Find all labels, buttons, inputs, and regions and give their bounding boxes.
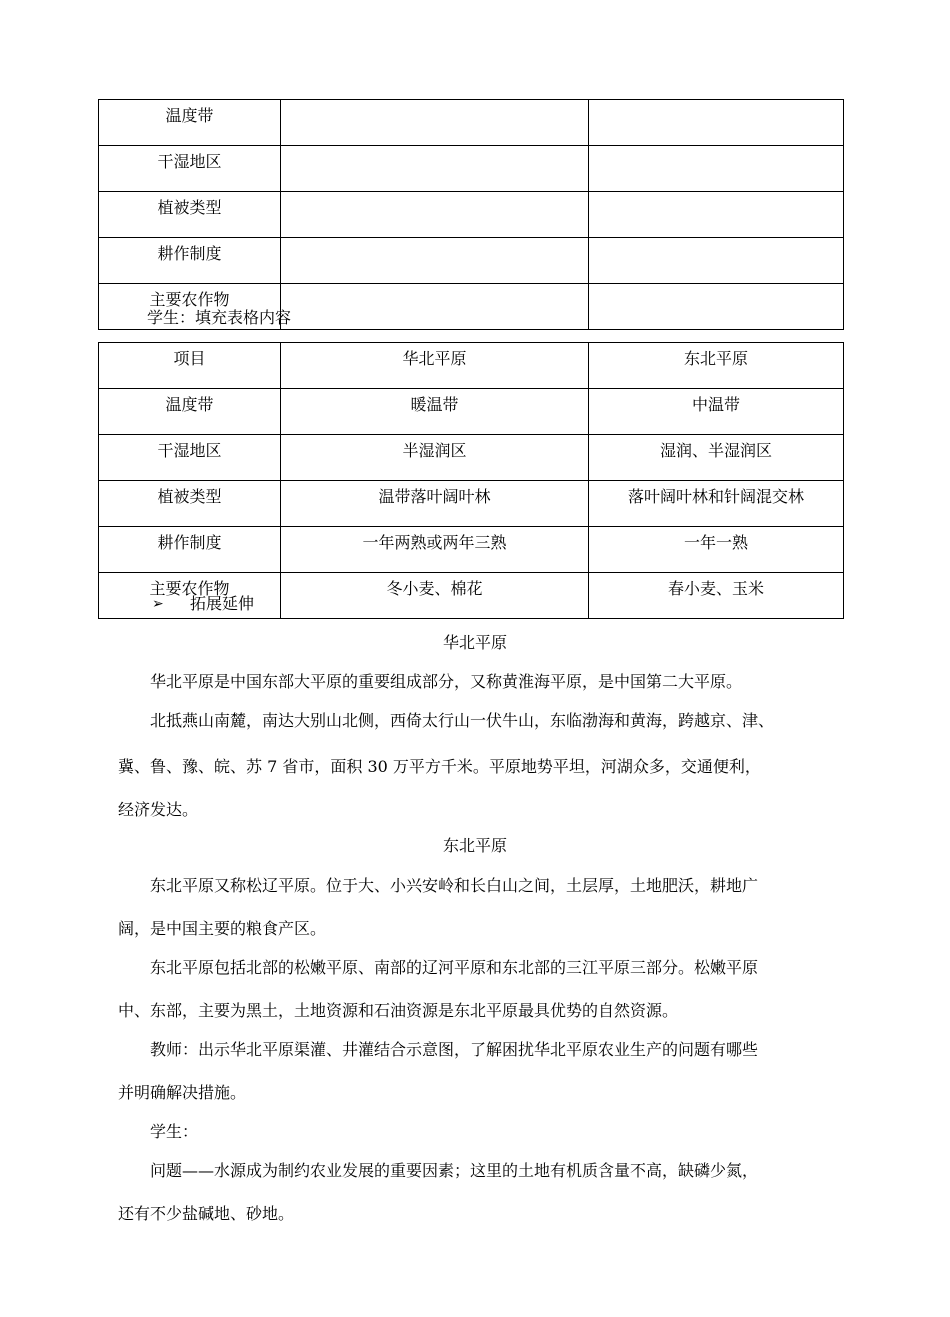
dongbei-paragraph-1-line-2: 阔，是中国主要的粮食产区。 xyxy=(118,919,327,938)
huabei-cell xyxy=(281,284,589,330)
comparison-table-filled xyxy=(98,342,844,619)
table-row xyxy=(99,389,844,435)
huabei-cell: 温带落叶阔叶林 xyxy=(281,481,589,527)
dongbei-cell xyxy=(589,146,844,192)
huabei-cell: 冬小麦、棉花 xyxy=(281,573,589,619)
student-label: 学生： xyxy=(150,1122,199,1141)
huabei-cell xyxy=(281,100,589,146)
dongbei-cell xyxy=(589,192,844,238)
huabei-paragraph-1: 华北平原是中国东部大平原的重要组成部分，又称黄淮海平原，是中国第二大平原。 xyxy=(150,672,743,691)
dongbei-cell: 落叶阔叶林和针阔混交林 xyxy=(589,481,844,527)
huabei-cell: 半湿润区 xyxy=(281,435,589,481)
dongbei-cell: 一年一熟 xyxy=(589,527,844,573)
student-fill-label: 学生：填充表格内容 xyxy=(147,308,292,327)
row-label: 主要农作物 xyxy=(99,573,281,619)
row-label: 主要农作物 xyxy=(99,284,281,330)
extension-heading: 拓展延伸 xyxy=(190,594,255,613)
huabei-cell xyxy=(281,192,589,238)
table-row xyxy=(99,527,844,573)
dongbei-paragraph-2-line-1: 东北平原包括北部的松嫩平原、南部的辽河平原和东北部的三江平原三部分。松嫩平原 xyxy=(150,958,759,977)
row-label: 植被类型 xyxy=(99,192,281,238)
table-header-row xyxy=(99,343,844,389)
dongbei-cell xyxy=(589,284,844,330)
dongbei-cell: 春小麦、玉米 xyxy=(589,573,844,619)
huabei-paragraph-2-line-1: 北抵燕山南麓，南达大别山北侧，西倚太行山一伏牛山，东临渤海和黄海，跨越京、津、 xyxy=(150,711,775,730)
teacher-line-2: 并明确解决措施。 xyxy=(118,1083,247,1102)
huabei-cell: 暖温带 xyxy=(281,389,589,435)
arrow-bullet-icon: ➢ xyxy=(152,596,164,612)
row-label: 耕作制度 xyxy=(99,238,281,284)
row-label: 植被类型 xyxy=(99,481,281,527)
huabei-title: 华北平原 xyxy=(442,633,507,652)
table-row xyxy=(99,192,844,238)
row-label: 温度带 xyxy=(99,389,281,435)
dongbei-cell: 湿润、半湿润区 xyxy=(589,435,844,481)
header-huabei: 华北平原 xyxy=(281,343,589,389)
row-label: 干湿地区 xyxy=(99,146,281,192)
row-label: 干湿地区 xyxy=(99,435,281,481)
huabei-cell xyxy=(281,146,589,192)
table-row xyxy=(99,238,844,284)
header-dongbei: 东北平原 xyxy=(589,343,844,389)
comparison-table-empty xyxy=(98,99,844,330)
student-line-1: 问题——水源成为制约农业发展的重要因素；这里的土地有机质含量不高，缺磷少氮， xyxy=(150,1161,759,1180)
header-item: 项目 xyxy=(99,343,281,389)
dongbei-cell xyxy=(589,238,844,284)
dongbei-paragraph-1-line-1: 东北平原又称松辽平原。位于大、小兴安岭和长白山之间，土层厚，土地肥沃，耕地广 xyxy=(150,876,759,895)
row-label: 耕作制度 xyxy=(99,527,281,573)
table-row xyxy=(99,146,844,192)
huabei-cell xyxy=(281,238,589,284)
table-row xyxy=(99,100,844,146)
huabei-cell: 一年两熟或两年三熟 xyxy=(281,527,589,573)
dongbei-cell xyxy=(589,100,844,146)
student-line-2: 还有不少盐碱地、砂地。 xyxy=(118,1204,295,1223)
huabei-paragraph-2-line-3: 经济发达。 xyxy=(118,800,199,819)
dongbei-cell: 中温带 xyxy=(589,389,844,435)
row-label: 温度带 xyxy=(99,100,281,146)
dongbei-paragraph-2-line-2: 中、东部，主要为黑土，土地资源和石油资源是东北平原最具优势的自然资源。 xyxy=(118,1001,679,1020)
table-row xyxy=(99,435,844,481)
dongbei-title: 东北平原 xyxy=(442,836,507,855)
teacher-line-1: 教师：出示华北平原渠灌、井灌结合示意图，了解困扰华北平原农业生产的问题有哪些 xyxy=(150,1040,759,1059)
table-row xyxy=(99,481,844,527)
huabei-paragraph-2-line-2: 冀、鲁、豫、皖、苏 7 省市，面积 30 万平方千米。平原地势平坦，河湖众多，交通便利， xyxy=(118,757,761,776)
